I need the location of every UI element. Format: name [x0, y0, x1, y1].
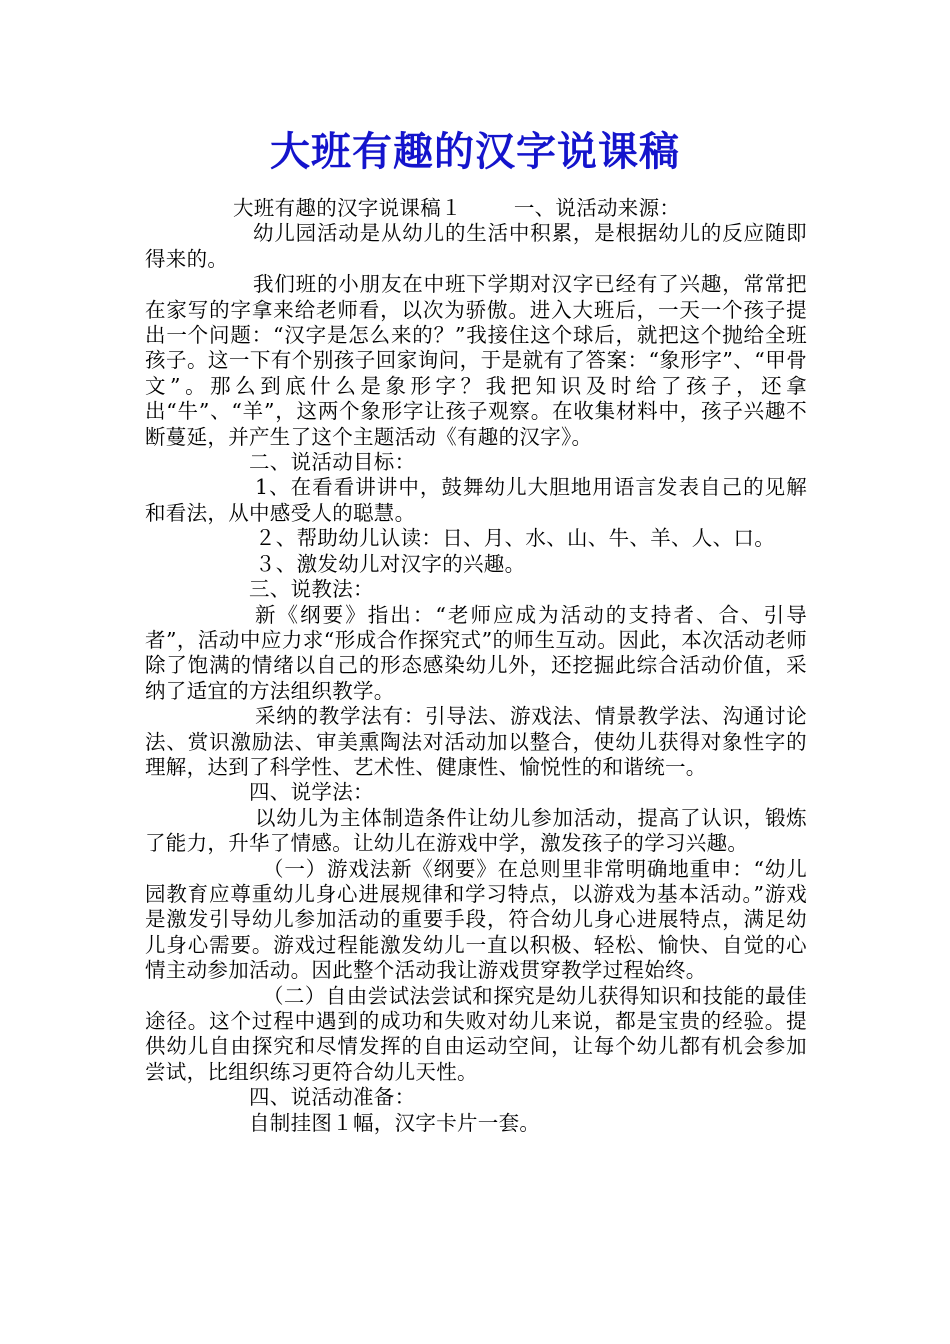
heading-activity-goals: 二、说活动目标：	[249, 450, 416, 475]
goal-item-3: ３、激发幼儿对汉字的兴趣。	[255, 551, 526, 576]
goal-item-1: 1、在看看讲讲中，鼓舞幼儿大胆地用语言发表自己的见解和看法，从中感受人的聪慧。	[145, 475, 807, 525]
paragraph-source-story: 我们班的小朋友在中班下学期对汉字已经有了兴趣，常常把在家写的字拿来给老师看，以次为骄傲。进入大班后，一天一个孩子提出一个问题：“汉字是怎么来的？”我接住这个球后，就把这个抛给全班孩子。这一下有个别孩子回家询问，于是就有了答案：“象形字”、“甲骨文”。那么到底什么是象形字？我把知识及时给了孩子，还拿出“牛”、“羊”，这两个象形字让孩子观察。在收集材料中，孩子兴趣不断蔓延，并产生了这个主题活动《有趣的汉字》。	[145, 272, 807, 449]
paragraph-game-method: （一）游戏法新《纲要》在总则里非常明确地重申：“幼儿园教育应尊重幼儿身心进展规律和学习特点，以游戏为基本活动。”游戏是激发引导幼儿参加活动的重要手段，符合幼儿身心进展特点，满足幼儿身心需要。游戏过程能激发幼儿一直以积极、轻松、愉快、自觉的心情主动参加活动。因此整个活动我让游戏贯穿教学过程始终。	[145, 856, 807, 983]
lead-line	[145, 196, 807, 221]
lead-doc-name: 大班有趣的汉字说课稿１	[233, 196, 462, 220]
heading-activity-source: 一、说活动来源：	[513, 196, 681, 220]
paragraph-preparation-materials: 自制挂图１幅，汉字卡片一套。	[249, 1110, 541, 1135]
paragraph-teaching-guideline: 新《纲要》指出：“老师应成为活动的支持者、合、引导者”，活动中应力求“形成合作探究式”的师生互动。因此，本次活动老师除了饱满的情绪以自己的形态感染幼儿外，还挖掘此综合活动价值，采纳了适宜的方法组织教学。	[145, 602, 807, 703]
heading-learning-methods: 四、说学法：	[249, 780, 374, 805]
goal-item-2: ２、帮助幼儿认读：日、月、水、山、牛、羊、人、口。	[255, 526, 775, 551]
paragraph-learning-intro: 以幼儿为主体制造条件让幼儿参加活动，提高了认识，锻炼了能力，升华了情感。让幼儿在游戏中学，激发孩子的学习兴趣。	[145, 805, 807, 856]
paragraph-free-trial-method: （二）自由尝试法尝试和探究是幼儿获得知识和技能的最佳途径。这个过程中遇到的成功和失败对幼儿来说，都是宝贵的经验。提供幼儿自由探究和尽情发挥的自由运动空间，让每个幼儿都有机会参加尝试，比组织练习更符合幼儿天性。	[145, 983, 807, 1084]
document-title: 大班有趣的汉字说课稿	[270, 128, 680, 175]
heading-preparation: 四、说活动准备：	[249, 1085, 416, 1110]
paragraph-teaching-methods-list: 采纳的教学法有：引导法、游戏法、情景教学法、沟通讨论法、赏识激励法、审美熏陶法对活动加以整合，使幼儿获得对象性字的理解，达到了科学性、艺术性、健康性、愉悦性的和谐统一。	[145, 704, 807, 779]
paragraph-source-intro: 幼儿园活动是从幼儿的生活中积累，是根据幼儿的反应随即得来的。	[145, 221, 807, 271]
document-body	[145, 196, 807, 1136]
heading-teaching-methods: 三、说教法：	[249, 577, 374, 602]
